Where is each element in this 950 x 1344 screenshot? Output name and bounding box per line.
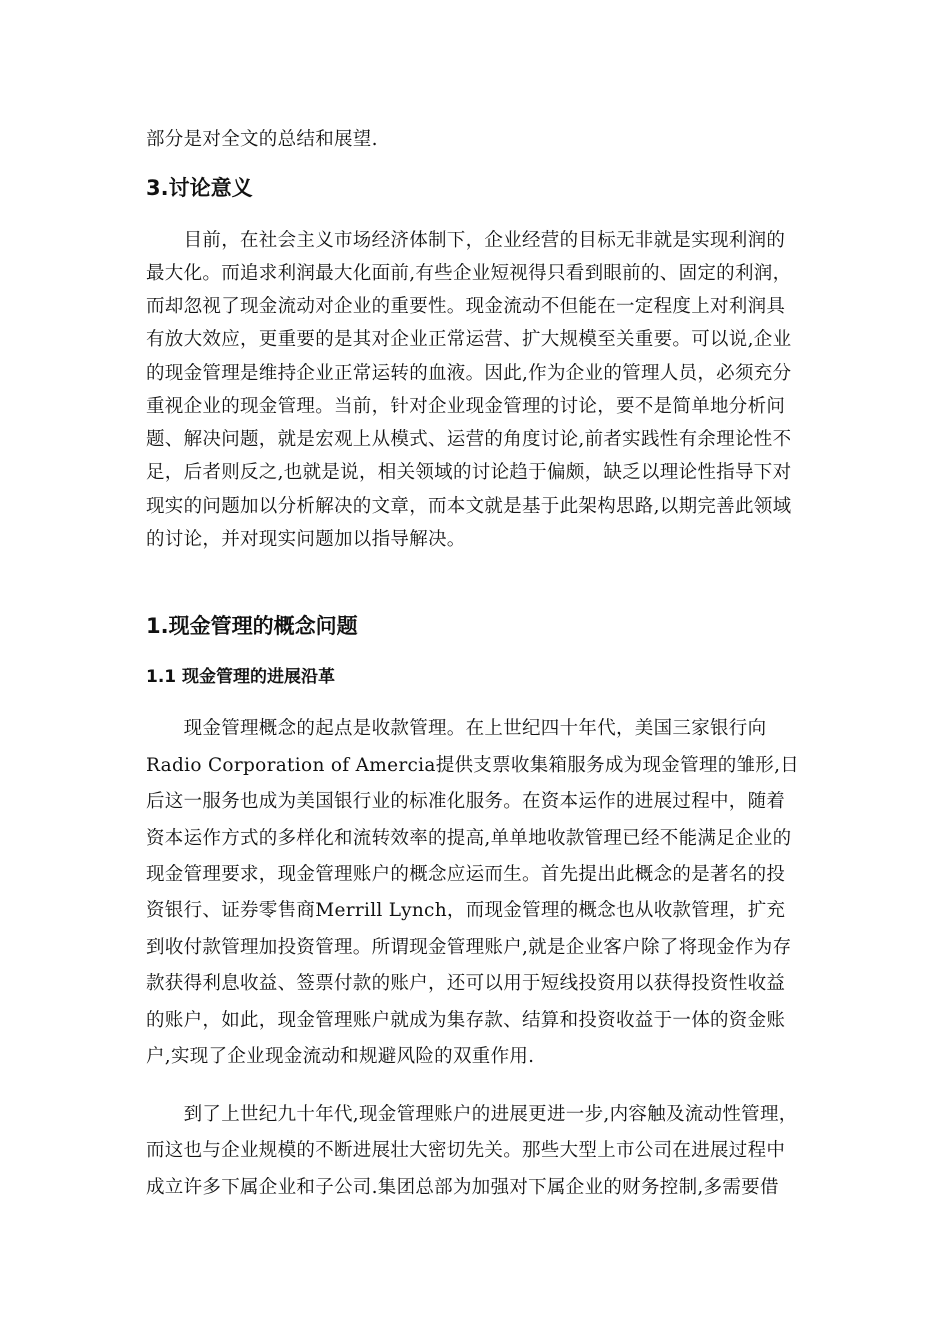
paragraph-line: 的账户，如此，现金管理账户就成为集存款、结算和投资收益于一体的资金账 [146, 1010, 786, 1031]
paragraph-line: 足，后者则反之,也就是说，相关领域的讨论趋于偏颇，缺乏以理论性指导下对 [146, 462, 792, 483]
section-1-heading: 1.现金管理的概念问题 [146, 614, 358, 638]
continuation-line: 部分是对全文的总结和展望. [146, 129, 378, 150]
section-3-heading: 3.讨论意义 [146, 176, 253, 200]
paragraph-line: Radio Corporation of Amercia提供支票收集箱服务成为现金管理的雏形,日 [146, 755, 800, 776]
paragraph-line: 现金管理要求，现金管理账户的概念应运而生。首先提出此概念的是著名的投 [146, 864, 786, 885]
paragraph-line: 后这一服务也成为美国银行业的标准化服务。在资本运作的进展过程中，随着 [146, 791, 786, 812]
paragraph-line: 的讨论，并对现实问题加以指导解决。 [146, 529, 466, 550]
paragraph-line: 资本运作方式的多样化和流转效率的提高,单单地收款管理已经不能满足企业的 [146, 828, 792, 849]
paragraph-line: 而却忽视了现金流动对企业的重要性。现金流动不但能在一定程度上对利润具 [146, 296, 786, 317]
paragraph-line: 成立许多下属企业和子公司.集团总部为加强对下属企业的财务控制,多需要借 [146, 1177, 779, 1198]
paragraph-line: 现实的问题加以分析解决的文章，而本文就是基于此架构思路,以期完善此领域 [146, 496, 792, 517]
paragraph-line: 有放大效应，更重要的是其对企业正常运营、扩大规模至关重要。可以说,企业 [146, 329, 792, 350]
paragraph-line: 题、解决问题，就是宏观上从模式、运营的角度讨论,前者实践性有余理论性不 [146, 429, 792, 450]
paragraph-line: 款获得利息收益、签票付款的账户，还可以用于短线投资用以获得投资性收益 [146, 973, 786, 994]
paragraph-line: 资银行、证券零售商Merrill Lynch，而现金管理的概念也从收款管理，扩充 [146, 900, 786, 921]
paragraph-line: 重视企业的现金管理。当前，针对企业现金管理的讨论，要不是简单地分析问 [146, 396, 786, 417]
paragraph-line: 最大化。而追求利润最大化面前,有些企业短视得只看到眼前的、固定的利润， [146, 263, 792, 284]
paragraph-line: 现金管理概念的起点是收款管理。在上世纪四十年代，美国三家银行向 [146, 718, 767, 739]
paragraph-line: 的现金管理是维持企业正常运转的血液。因此,作为企业的管理人员，必须充分 [146, 363, 792, 384]
paragraph-line: 户,实现了企业现金流动和规避风险的双重作用. [146, 1046, 535, 1067]
paragraph-line: 到收付款管理加投资管理。所谓现金管理账户,就是企业客户除了将现金作为存 [146, 937, 792, 958]
paragraph-line: 而这也与企业规模的不断进展壮大密切先关。那些大型上市公司在进展过程中 [146, 1140, 786, 1161]
paragraph-line: 目前，在社会主义市场经济体制下，企业经营的目标无非就是实现利润的 [146, 230, 786, 251]
subsection-1-1-heading: 1.1 现金管理的进展沿革 [146, 667, 336, 687]
paragraph-line: 到了上世纪九十年代,现金管理账户的进展更进一步,内容触及流动性管理， [146, 1104, 798, 1125]
